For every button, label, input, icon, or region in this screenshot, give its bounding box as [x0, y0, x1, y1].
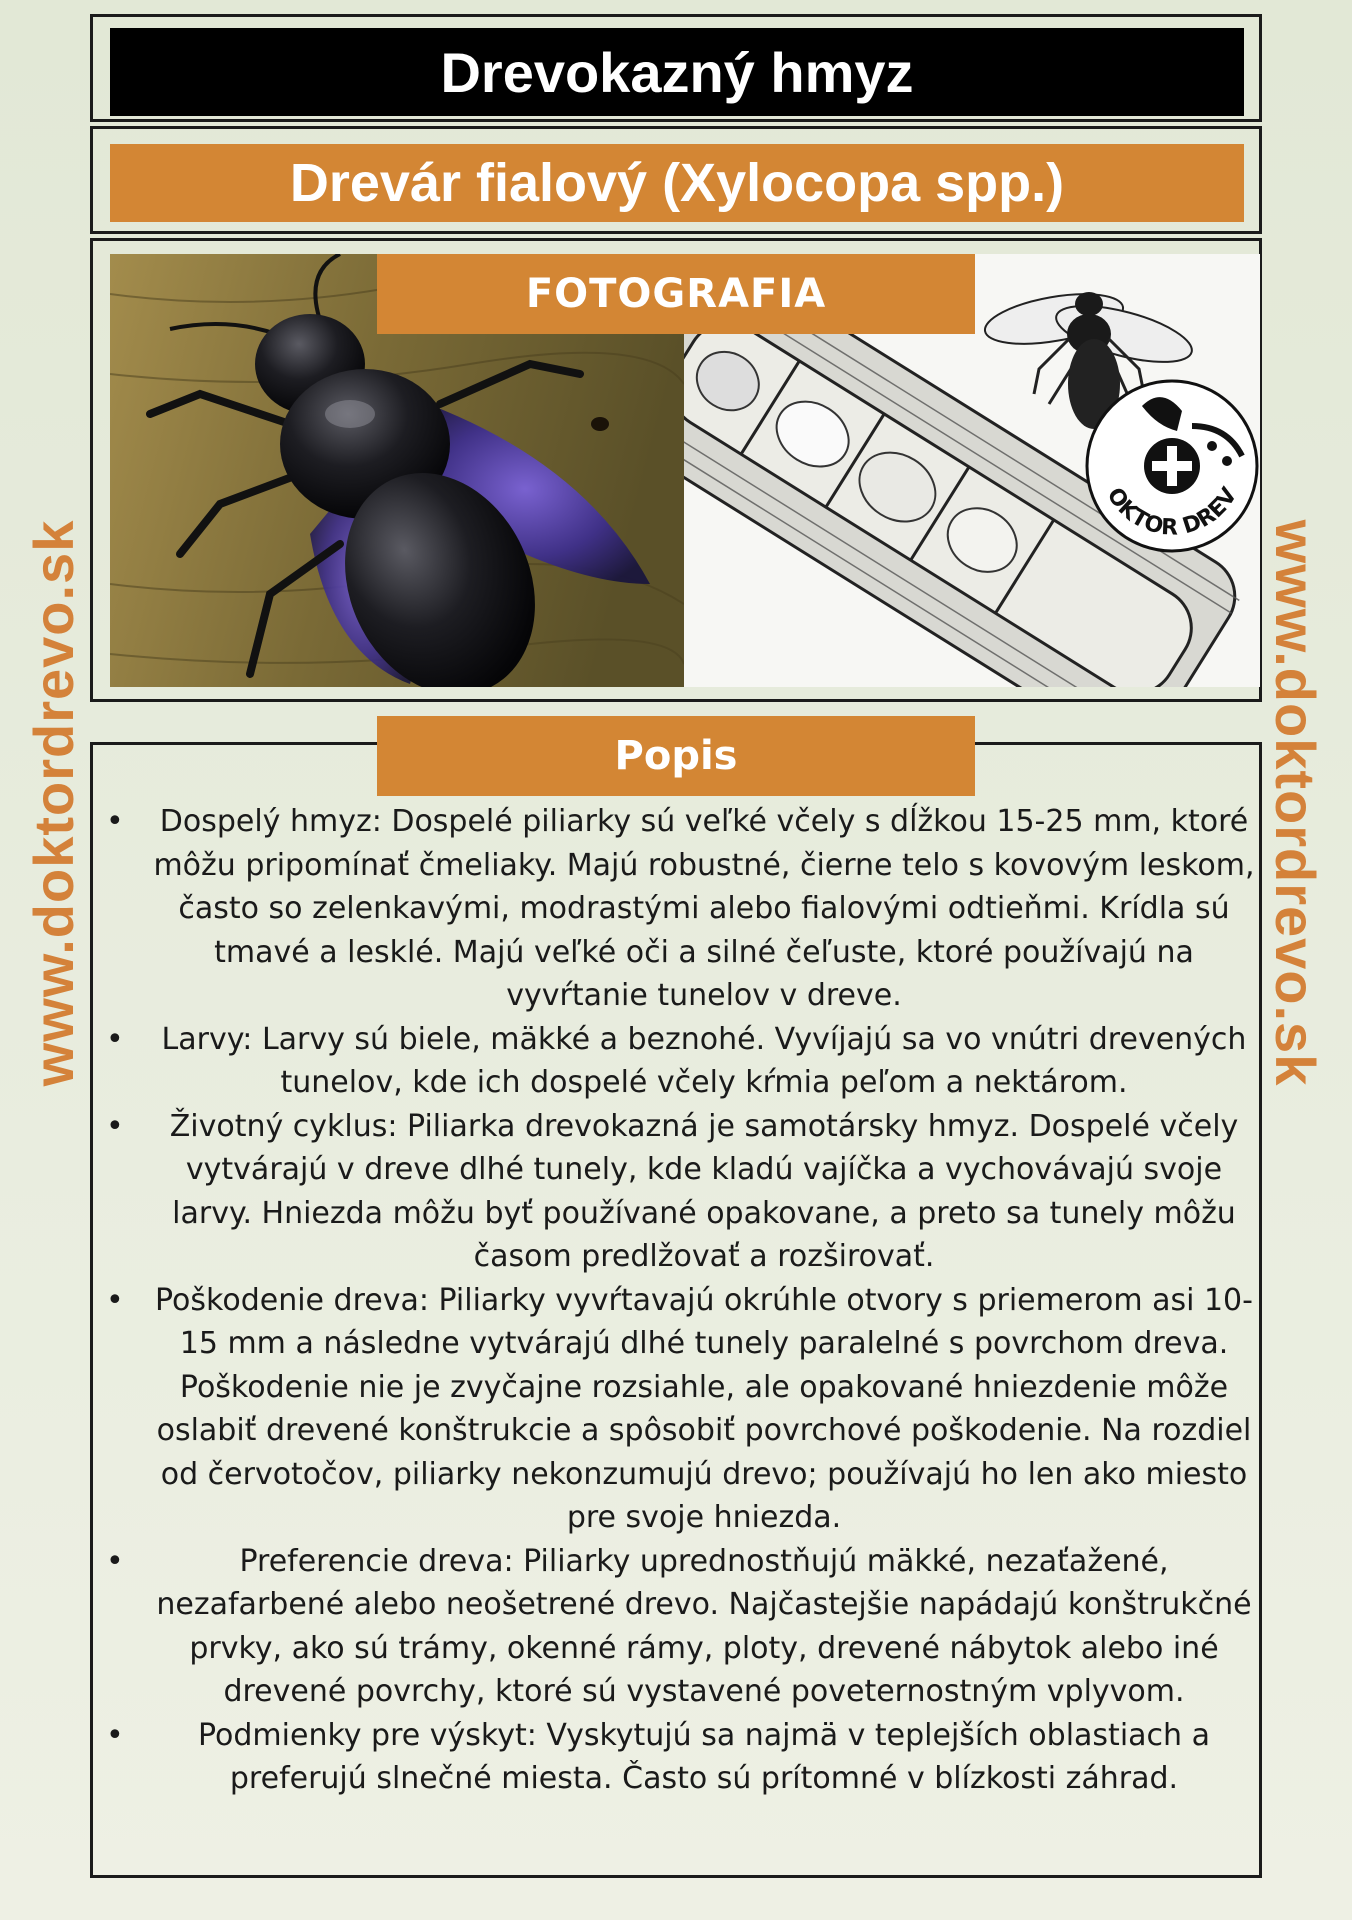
- description-list: [100, 800, 1260, 1801]
- description-section-label: Popis: [377, 716, 975, 796]
- bullet-icon: •: [106, 1021, 124, 1057]
- species-subtitle: Drevár fialový (Xylocopa spp.): [110, 144, 1244, 222]
- bullet-icon: •: [106, 1108, 124, 1144]
- list-item-life-cycle: • Životný cyklus: Piliarka drevokazná je samotársky hmyz. Dospelé včely vytvárajú v dreve dlhé tunely, kde kladú vajíčka a vychovávajú svoje larvy. Hniezda môžu byť používané opakovane, a preto sa tunely môžu časom predlžovať a rozširovať.: [100, 1105, 1260, 1279]
- photo-section-label: FOTOGRAFIA: [377, 254, 975, 334]
- list-item-wood-preference: • Preferencie dreva: Piliarky uprednostňujú mäkké, nezaťažené, nezafarbené alebo neošetrené drevo. Najčastejšie napádajú konštrukčné prvky, ako sú trámy, okenné rámy, ploty, drevené nábytok alebo iné drevené povrchy, ktoré sú vystavené poveternostným vplyvom.: [100, 1540, 1260, 1714]
- bullet-icon: •: [106, 1543, 124, 1579]
- bullet-icon: •: [106, 804, 124, 839]
- bullet-icon: •: [106, 1717, 124, 1753]
- side-url-left[interactable]: www.doktordrevo.sk: [22, 519, 85, 1087]
- list-item-larvae: • Larvy: Larvy sú biele, mäkké a beznohé. Vyvíjajú sa vo vnútri drevených tunelov, kde ich dospelé včely kŕmia peľom a nektárom.: [100, 1018, 1260, 1105]
- page-title: Drevokazný hmyz: [110, 28, 1244, 116]
- svg-text:DOKTOR DREVO: OKTOR DREV: [1101, 483, 1243, 541]
- list-item-occurrence: • Podmienky pre výskyt: Vyskytujú sa najmä v teplejších oblastiach a preferujú slnečné miesta. Často sú prítomné v blízkosti záhrad.: [100, 1714, 1260, 1801]
- bullet-icon: •: [106, 1282, 124, 1318]
- side-url-right[interactable]: www.doktordrevo.sk: [1264, 519, 1327, 1087]
- list-item-adult: • Dospelý hmyz: Dospelé piliarky sú veľké včely s dĺžkou 15-25 mm, ktoré môžu pripomínať čmeliaky. Majú robustné, čierne telo s kovovým leskom, často so zelenkavými, modrastými alebo fialovými odtieňmi. Krídla sú tmavé a lesklé. Majú veľké oči a silné čeľuste, ktoré používajú na vyvŕtanie tunelov v dreve.: [100, 800, 1260, 1018]
- list-item-damage: • Poškodenie dreva: Piliarky vyvŕtavajú okrúhle otvory s priemerom asi 10-15 mm a následne vytvárajú dlhé tunely paralelné s povrchom dreva. Poškodenie nie je zvyčajne rozsiahle, ale opakované hniezdenie môže oslabiť drevené konštrukcie a spôsobiť povrchové poškodenie. Na rozdiel od červotočov, piliarky nekonzumujú drevo; používajú ho len ako miesto pre svoje hniezda.: [100, 1279, 1260, 1540]
- doktor-drevo-logo: [1087, 381, 1257, 551]
